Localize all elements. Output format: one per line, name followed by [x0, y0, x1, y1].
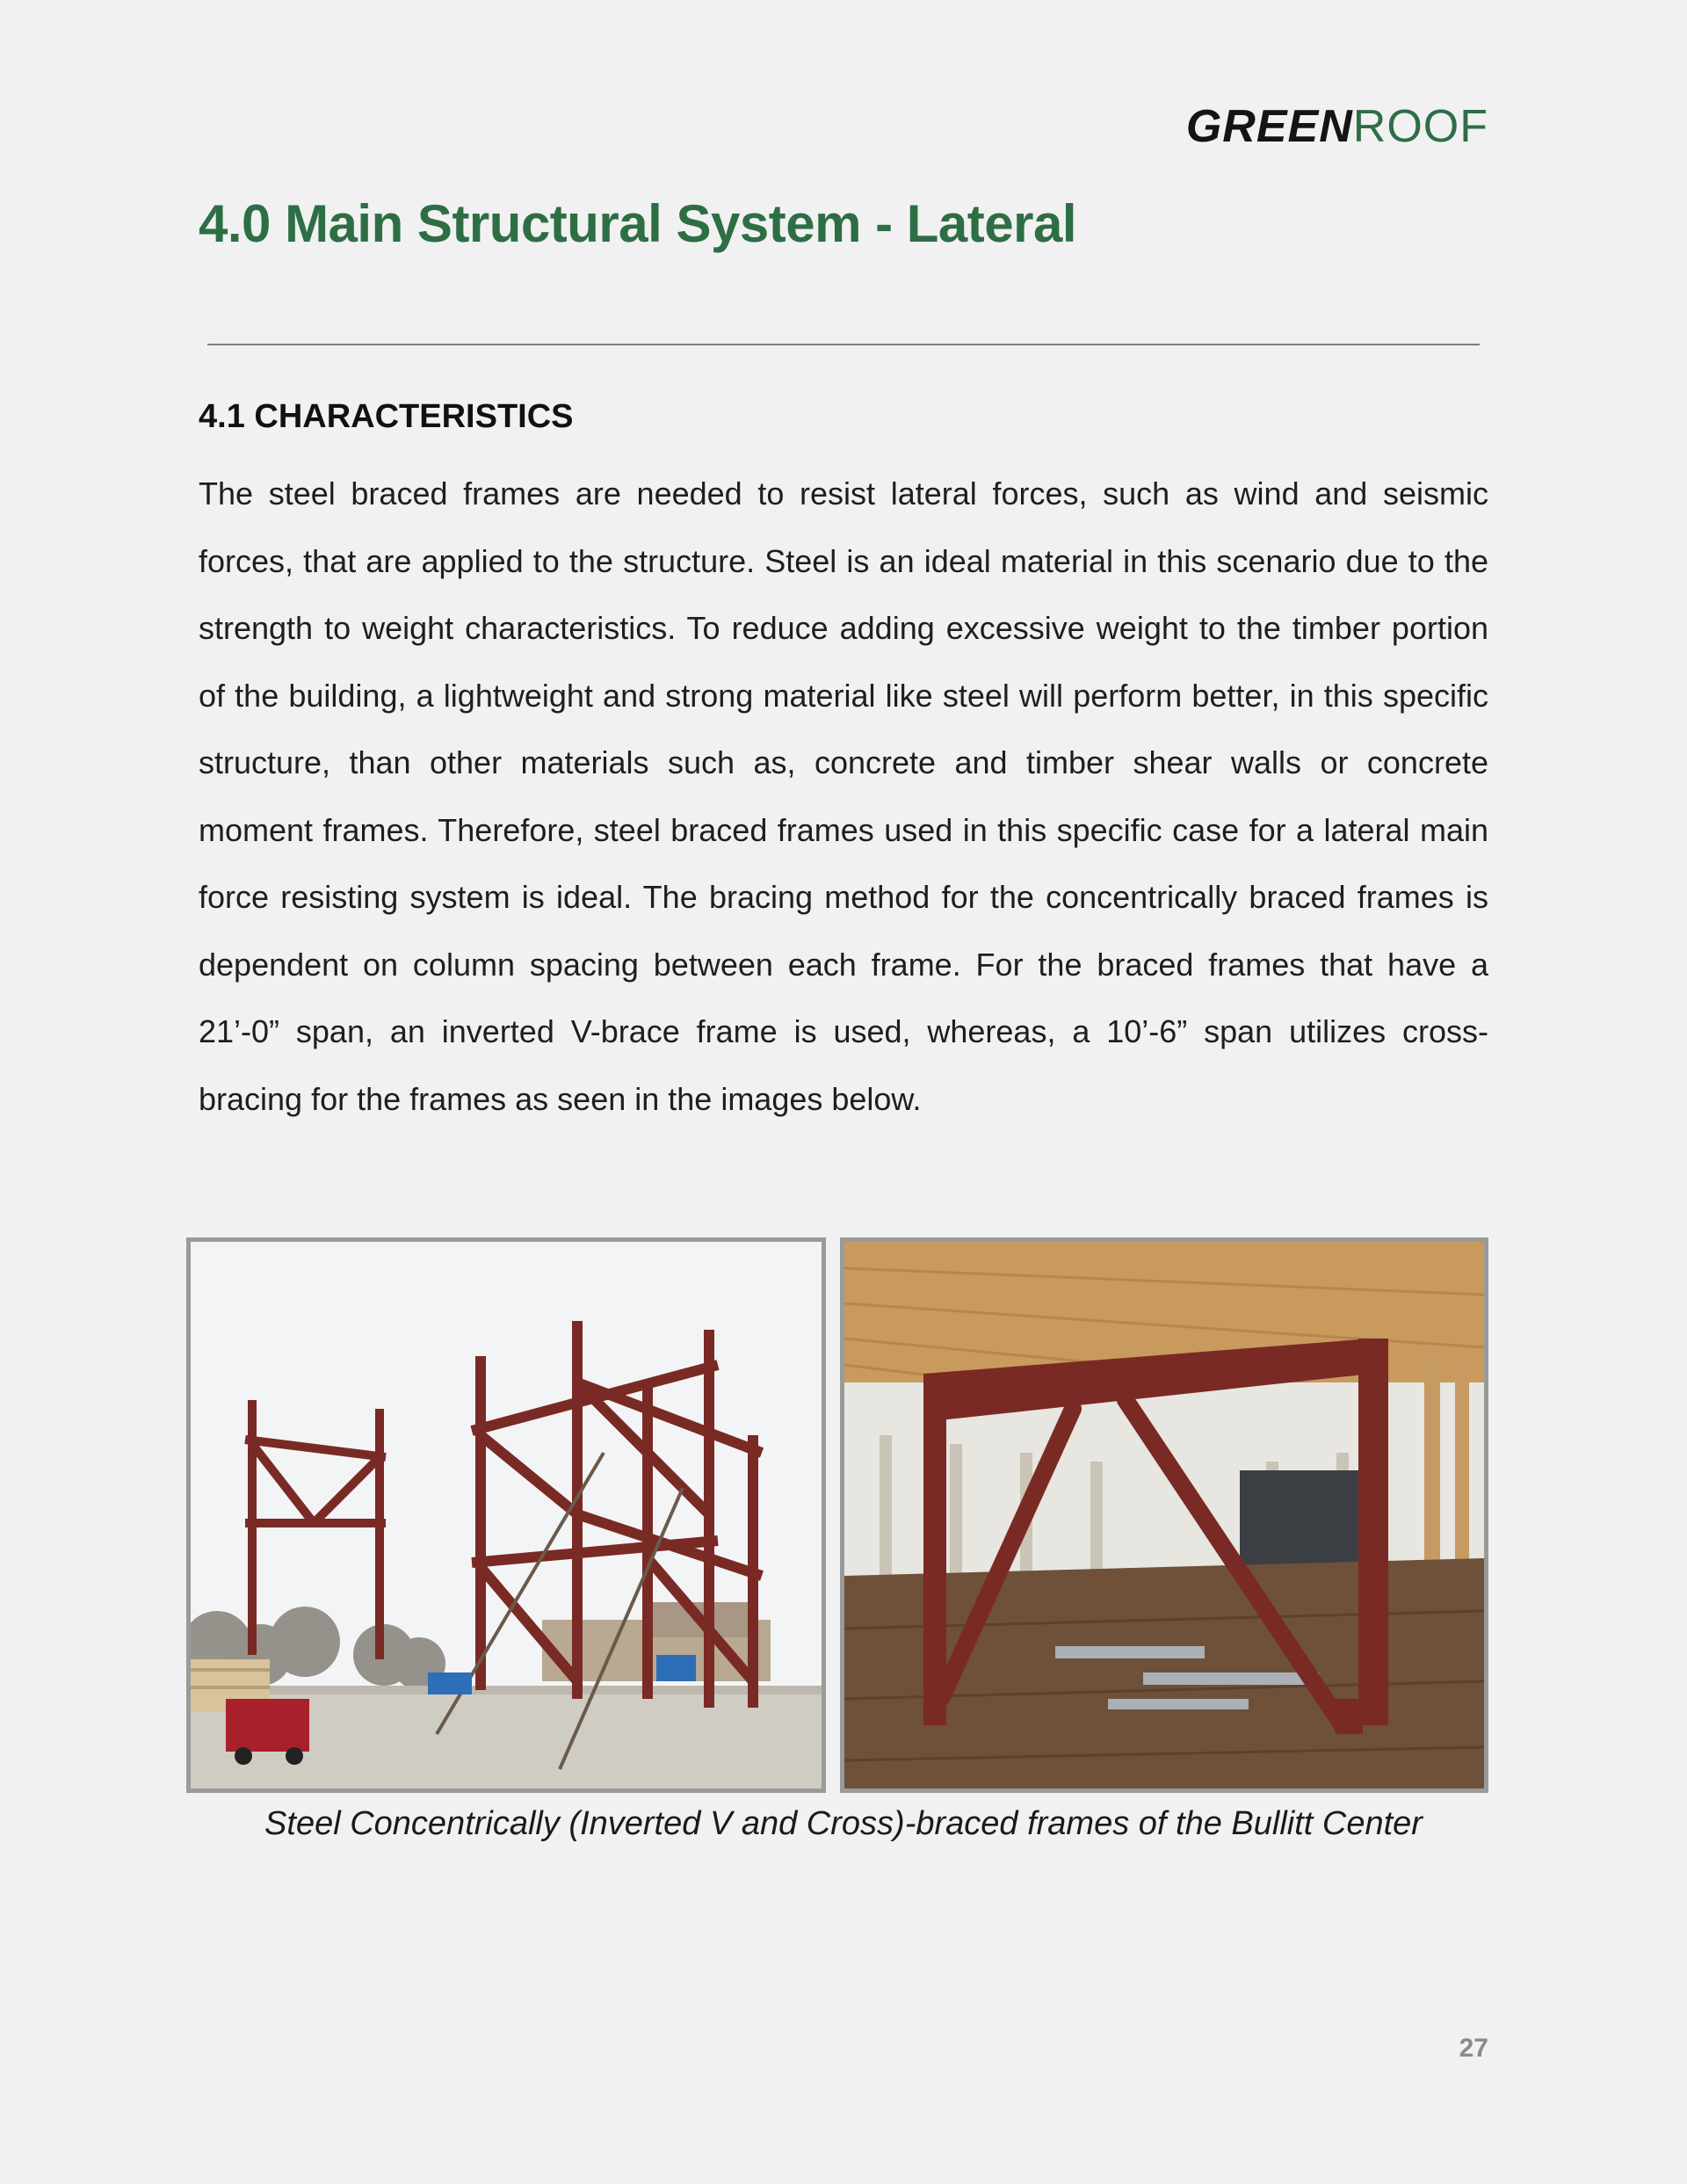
page-number: 27	[1459, 2034, 1488, 2063]
page-title: 4.0 Main Structural System - Lateral	[199, 194, 1077, 253]
body-paragraph: The steel braced frames are needed to resist lateral forces, such as wind and seismic forces, that are applied to the structure. Steel is an ideal material in this scenario due to the strength to weight characteristics. To reduce adding excessive weight to the timber portion of the building, a lightweight and strong material like steel will perform better, in this specific structure, than other materials such as, concrete and timber shear walls or concrete moment frames. Therefore, steel braced frames used in this specific case for a lateral main force resisting system is ideal. The bracing method for the concentrically braced frames is dependent on column spacing between each frame. For the braced frames that have a 21’-0” span, an inverted V-brace frame is used, whereas, a 10’-6” span utilizes cross-bracing for the frames as seen in the images below.	[199, 475, 1488, 1117]
section-heading: 4.1 CHARACTERISTICS	[199, 398, 574, 435]
photo-steel-frame-construction	[186, 1237, 826, 1793]
figure-caption: Steel Concentrically (Inverted V and Cross)-braced frames of the Bullitt Center	[264, 1805, 1423, 1842]
photo-construction-illustration	[191, 1242, 822, 1789]
photo-interior-illustration	[844, 1242, 1484, 1789]
brand-logo-bold: GREEN	[1185, 101, 1353, 152]
brand-logo-light: ROOF	[1352, 101, 1488, 152]
title-divider	[207, 344, 1480, 345]
brand-logo	[1185, 101, 1488, 152]
photo-row	[186, 1237, 1488, 1793]
photo-interior-braced-frame	[840, 1237, 1488, 1793]
